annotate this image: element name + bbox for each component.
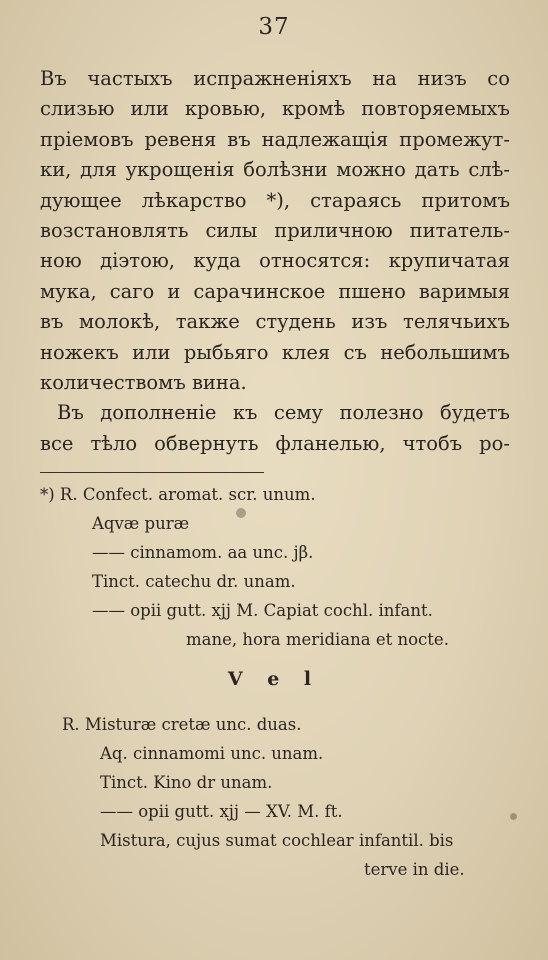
text-line: мука, саго и сарачинское пшено варимыя	[40, 279, 510, 303]
ink-smudge	[236, 508, 246, 518]
text-line: въ молокѣ, также студень изъ телячьихъ	[40, 310, 510, 334]
recipe-line: Mistura, cujus sumat cochlear infantil. bis	[100, 831, 454, 850]
footnote	[40, 480, 510, 654]
main-paragraph	[40, 64, 510, 459]
text-line: ножекъ или рыбьяго клея съ небольшимъ	[40, 340, 510, 364]
recipe-line: —— opii gutt. xjj — XV. M. ft.	[100, 802, 343, 821]
text-line: ки, для укрощенія болѣзни можно дать слѣ-	[40, 158, 510, 182]
footnote-line: Tinct. catechu dr. unam.	[92, 572, 296, 591]
recipe-line: Tinct. Kino dr unam.	[100, 773, 273, 792]
text-line: все тѣло обвернуть фланелью, чтобъ ро-	[40, 431, 510, 455]
page-number: 37	[258, 14, 290, 40]
text-line: пріемовъ ревеня въ надлежащія промежут-	[40, 127, 510, 151]
text-line: ною діэтою, куда относятся: крупичатая	[40, 249, 510, 273]
section-heading: V e l	[227, 668, 321, 690]
text-line: слизью или кровью, кромѣ повторяемыхъ	[40, 97, 510, 121]
footnote-divider	[40, 472, 264, 473]
recipe-line: R. Misturæ cretæ unc. duas.	[62, 715, 302, 734]
second-recipe	[40, 710, 510, 884]
text-line: Въ частыхъ испражненіяхъ на низъ со	[40, 67, 510, 90]
footnote-line: *) R. Confect. aromat. scr. unum.	[40, 485, 316, 504]
ink-smudge	[510, 813, 517, 820]
footnote-line: —— opii gutt. xjj M. Capiat cochl. infant.	[92, 601, 433, 620]
text-line: Въ дополненіе къ сему полезно будетъ	[57, 401, 510, 425]
text-line: дующее лѣкарство *), стараясь притомъ	[40, 188, 510, 212]
text-line: количествомъ вина.	[40, 370, 247, 394]
footnote-line: —— cinnamom. aa unc. jβ.	[92, 543, 314, 562]
recipe-line: terve in die.	[364, 860, 465, 879]
recipe-line: Aq. cinnamomi unc. unam.	[100, 744, 324, 763]
footnote-line: mane, hora meridiana et nocte.	[186, 630, 449, 649]
footnote-line: Aqvæ puræ	[92, 514, 190, 533]
text-line: возстановлять силы приличною питатель-	[40, 218, 510, 242]
